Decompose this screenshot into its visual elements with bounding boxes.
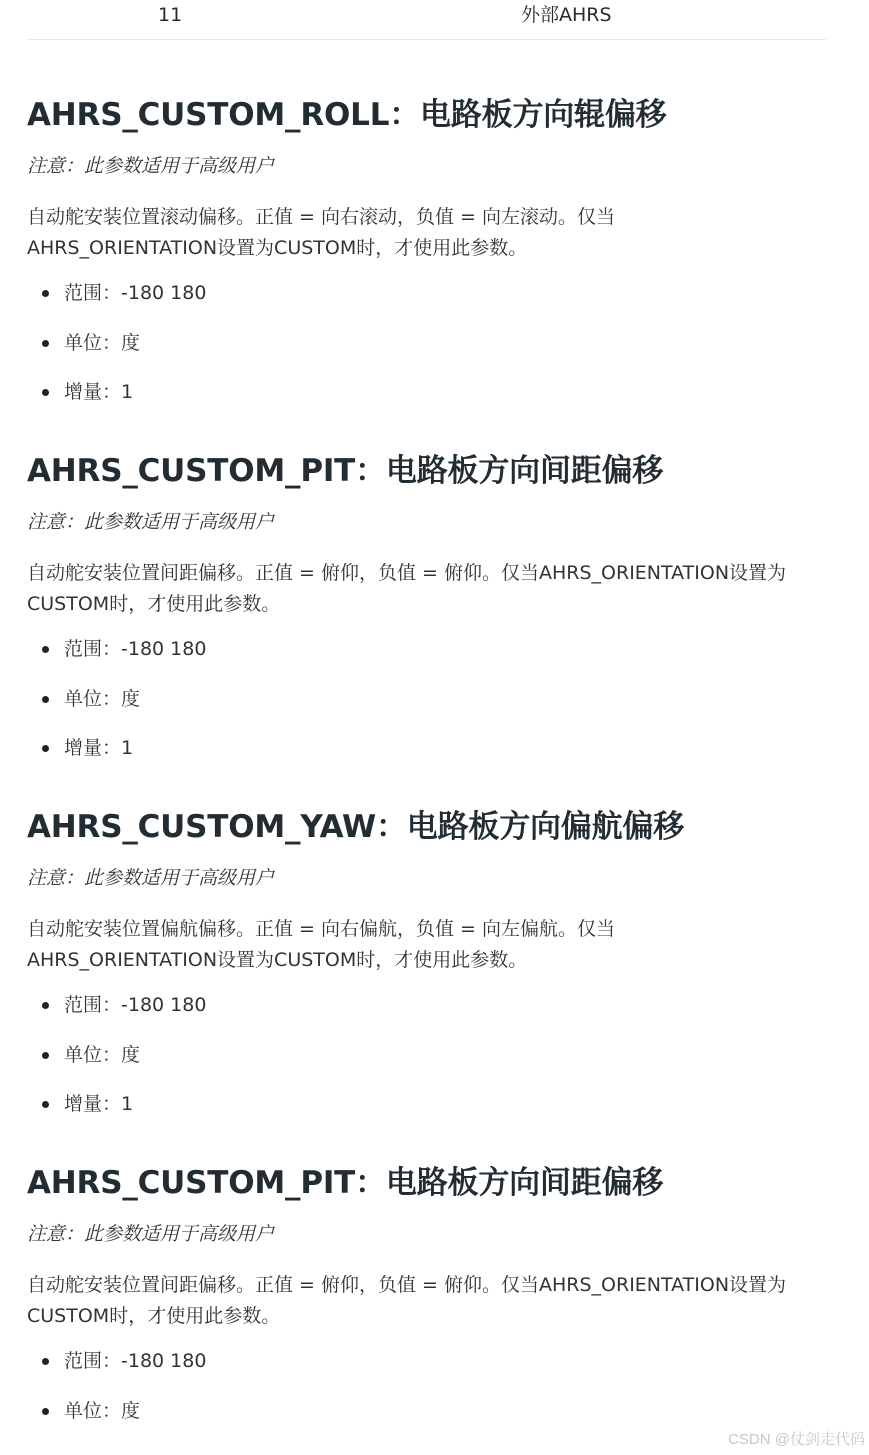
param-description-line: CUSTOM时，才使用此参数。 (27, 593, 281, 615)
param-range: 范围：-180 180 (27, 992, 206, 1042)
param-description-line: CUSTOM时，才使用此参数。 (27, 1305, 281, 1327)
table-row (27, 0, 826, 40)
param-section-custom-yaw (27, 807, 832, 1115)
param-description-line: 自动舵安装位置间距偏移。正值 = 俯仰，负值 = 俯仰。仅当AHRS_ORIENTATION设置为 (27, 1274, 787, 1296)
param-units: 单位：度 (27, 1398, 206, 1448)
param-units: 单位：度 (27, 330, 206, 380)
param-note: 注意：此参数适用于高级用户 (27, 867, 275, 889)
param-increment: 增量：1 (27, 379, 206, 429)
param-properties-list (27, 280, 206, 429)
param-description (27, 914, 832, 976)
param-units: 单位：度 (27, 686, 206, 736)
param-heading: AHRS_CUSTOM_PIT：电路板方向间距偏移 (27, 1165, 664, 1201)
watermark: CSDN @仗剑走代码 (728, 1431, 865, 1448)
param-note: 注意：此参数适用于高级用户 (27, 155, 275, 177)
param-section-custom-pit-repeat (27, 1163, 832, 1422)
param-units: 单位：度 (27, 1042, 206, 1092)
param-range: 范围：-180 180 (27, 1348, 206, 1398)
param-note: 注意：此参数适用于高级用户 (27, 511, 275, 533)
param-range: 范围：-180 180 (27, 280, 206, 330)
param-properties-list (27, 1348, 206, 1447)
param-section-custom-pit (27, 451, 832, 759)
param-description-line: AHRS_ORIENTATION设置为CUSTOM时，才使用此参数。 (27, 949, 528, 971)
param-range: 范围：-180 180 (27, 636, 206, 686)
param-increment: 增量：1 (27, 1091, 206, 1141)
param-properties-list (27, 992, 206, 1141)
param-heading: AHRS_CUSTOM_YAW：电路板方向偏航偏移 (27, 809, 685, 845)
param-description (27, 1270, 832, 1332)
param-description-line: 自动舵安装位置间距偏移。正值 = 俯仰，负值 = 俯仰。仅当AHRS_ORIENTATION设置为 (27, 562, 787, 584)
param-section-custom-roll (27, 95, 832, 403)
param-description (27, 558, 832, 620)
param-description-line: 自动舵安装位置滚动偏移。正值 = 向右滚动，负值 = 向左滚动。仅当 (27, 206, 615, 228)
param-heading: AHRS_CUSTOM_ROLL：电路板方向辊偏移 (27, 97, 667, 133)
param-increment: 增量：1 (27, 735, 206, 785)
param-description-line: AHRS_ORIENTATION设置为CUSTOM时，才使用此参数。 (27, 237, 528, 259)
param-note: 注意：此参数适用于高级用户 (27, 1223, 275, 1245)
param-description-line: 自动舵安装位置偏航偏移。正值 = 向右偏航，负值 = 向左偏航。仅当 (27, 918, 615, 940)
table-cell-value: 11 (158, 4, 183, 26)
table-cell-description: 外部AHRS (521, 4, 612, 26)
param-heading: AHRS_CUSTOM_PIT：电路板方向间距偏移 (27, 453, 664, 489)
param-properties-list (27, 636, 206, 785)
param-description (27, 202, 832, 264)
